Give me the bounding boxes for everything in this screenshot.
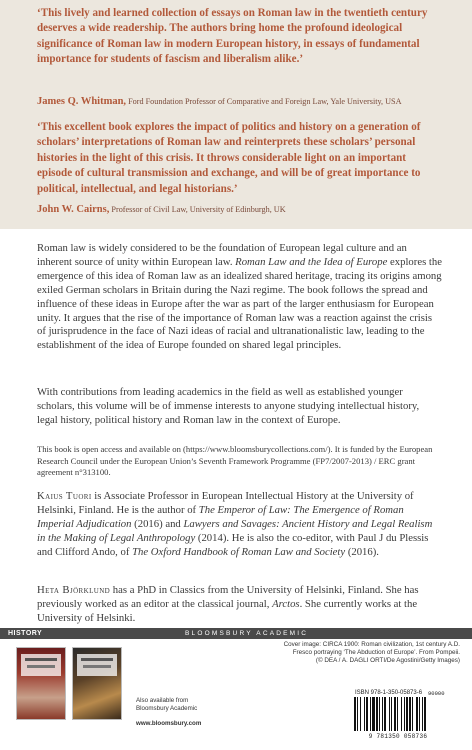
endorser-name: John W. Cairns,	[37, 204, 110, 215]
also-available	[136, 697, 201, 728]
bio-text: has a PhD in Classics from the University of Helsinki, Finland. She has previously worked as an editor at the classical journal,	[37, 584, 419, 610]
also-available-line: Also available from	[136, 697, 189, 704]
endorser-role: Professor of Civil Law, University of Edinburgh, UK	[111, 205, 286, 214]
cover-title-line	[25, 658, 57, 661]
endorser-role: Ford Foundation Professor of Comparative and Foreign Law, Yale University, USA	[128, 97, 402, 106]
related-book-cover-2	[72, 647, 122, 720]
editor-bio-tuori	[37, 490, 442, 560]
bio-text: (2016) and	[131, 517, 184, 530]
barcode	[354, 697, 442, 731]
description-text: explores the emergence of this idea of Roman law as an idealized shared heritage, tracing its origins among exiled German scholars in Britain during the Nazi regime. The book follows the spread and influence of these ideas in Europe after the war as part of the larger enthusiasm for European unity. It argues that the rise of the importance of Roman law was a reaction against the crisis of jurisprudence in the face of Nazi ideas of racial and ultranationalistic law, leading to the establishment of the idea of Europe founded on shared legal principles.	[37, 255, 442, 352]
endorsement-attribution-cairns	[37, 204, 452, 215]
credit-line: (© DEA / A. DAGLI ORTI/De Agostini/Getty Images)	[315, 657, 460, 664]
book-title: Lawyers and Savages: Ancient History and Legal Realism in the Making of Legal Anthropology	[37, 517, 433, 544]
barcode-stripe	[426, 697, 427, 731]
description-paragraph-2: With contributions from leading academics in the field as well as established younger scholars, this volume will be of immense interests to anyone studying intellectual history, legal history, political history and Roman law in the context of Europe.	[37, 386, 420, 426]
description-paragraph-1	[37, 242, 442, 353]
cover-image-credit	[245, 641, 460, 665]
publisher-website: www.bloomsbury.com	[136, 719, 202, 727]
also-available-line: Bloomsbury Academic	[136, 705, 198, 713]
editor-bio-bjorklund	[37, 584, 442, 626]
book-title: Roman Law and the Idea of Europe	[235, 255, 388, 268]
related-book-cover-1	[16, 647, 66, 720]
editor-name: Heta Björklund	[37, 584, 111, 596]
cover-title-line	[27, 665, 55, 668]
endorser-name: James Q. Whitman,	[37, 96, 127, 107]
endorsement-quote-cairns: ‘This excellent book explores the impact of politics and history on a generation of scholars’ interpretations of Roman law and reinterprets these scholars’ personal histories in the light of this crisis. It throws considerable light on an important episode of cultural transmission and exchange, and will be of great importance to political, intellectual, and legal historians.’	[37, 121, 421, 195]
bio-text: . She currently works at the University of Helsinki.	[37, 597, 418, 624]
publisher-name: BLOOMSBURY ACADEMIC	[185, 630, 309, 637]
barcode-digits: 9 781350 058736	[368, 733, 428, 740]
endorsement-attribution-whitman	[37, 96, 452, 107]
journal-title: Arctos	[272, 597, 300, 610]
price-code: 90000	[428, 690, 445, 697]
credit-line: Cover image: CIRCA 1900: Roman civilization, 1st century A.D.	[283, 641, 460, 648]
description-text: Roman law is widely considered to be the foundation of European legal culture and an inherent source of unity within European law.	[37, 242, 407, 268]
category-label: HISTORY	[8, 630, 43, 637]
cover-title-line	[83, 665, 111, 668]
cover-title-line	[81, 658, 113, 661]
endorsement-quote-whitman: ‘This lively and learned collection of essays on Roman law in the twentieth century deserves a wide readership. The authors bring home the profound ideological significance of Roman law in modern European history, in essays of fundamental importance for students of fascism and liberalism alike.’	[37, 7, 428, 66]
book-title: The Oxford Handbook of Roman Law and Society	[132, 545, 346, 558]
bio-text: is Associate Professor in European Intellectual History at the University of Helsinki, Finland. He is the author of	[37, 490, 414, 516]
isbn: ISBN 978-1-350-05873-6	[355, 690, 423, 696]
bio-text: (2016).	[345, 545, 379, 558]
bio-text: (2014). He is also the co-editor, with Paul J du Plessis and Clifford Ando, of	[37, 531, 429, 558]
credit-line: Fresco portraying ‘The Abduction of Europe’. From Pompeii.	[292, 649, 460, 656]
editor-name: Kaius Tuori	[37, 490, 92, 502]
open-access-note: This book is open access and available on (https://www.bloomsburycollections.com/). It is funded by the European Research Council under the European Union’s Seventh Framework Programme (FP7/2007-2013) / ERC grant agreement n°313100.	[37, 444, 433, 478]
book-title: The Emperor of Law: The Emergence of Roman Imperial Adjudication	[37, 503, 404, 530]
